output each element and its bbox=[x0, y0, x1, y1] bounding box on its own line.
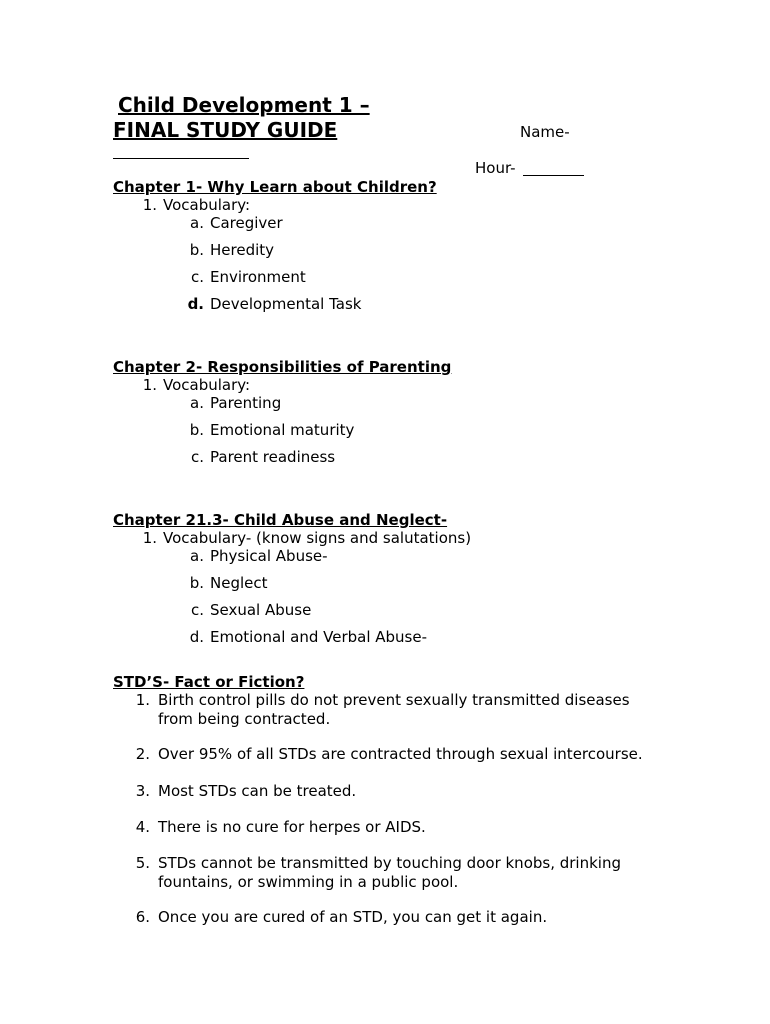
list-label: Vocabulary: bbox=[163, 196, 251, 214]
list-number: 3. bbox=[135, 782, 150, 800]
chapter-21-vocabulary-item bbox=[137, 529, 471, 547]
list-item bbox=[182, 295, 361, 313]
list-item bbox=[182, 448, 335, 466]
list-item bbox=[182, 601, 311, 619]
term: Emotional maturity bbox=[210, 421, 355, 439]
list-item bbox=[182, 394, 281, 412]
title-line-2: FINAL STUDY GUIDE bbox=[113, 118, 338, 142]
list-number: 2. bbox=[135, 745, 150, 763]
list-letter: d. bbox=[189, 628, 204, 646]
list-item bbox=[182, 268, 306, 286]
list-number: 1. bbox=[142, 376, 157, 394]
term: Parenting bbox=[210, 394, 282, 412]
list-number: 5. bbox=[135, 854, 150, 872]
list-letter: a. bbox=[190, 214, 204, 232]
chapter-1-heading: Chapter 1- Why Learn about Children? bbox=[113, 178, 437, 196]
statement-text: Over 95% of all STDs are contracted through sexual intercourse. bbox=[158, 745, 643, 763]
term: Heredity bbox=[210, 241, 275, 259]
list-item bbox=[130, 782, 150, 800]
list-letter: d. bbox=[187, 295, 204, 313]
term: Neglect bbox=[210, 574, 268, 592]
list-label: Vocabulary: bbox=[163, 376, 251, 394]
chapter-21-heading: Chapter 21.3- Child Abuse and Neglect- bbox=[113, 511, 448, 529]
list-letter: a. bbox=[190, 547, 204, 565]
list-number: 1. bbox=[142, 529, 157, 547]
statement-text: Most STDs can be treated. bbox=[158, 782, 357, 800]
list-number: 4. bbox=[135, 818, 150, 836]
list-letter: b. bbox=[189, 574, 204, 592]
list-number: 6. bbox=[135, 908, 150, 926]
list-item bbox=[130, 691, 150, 709]
list-item bbox=[182, 241, 274, 259]
term: Physical Abuse- bbox=[210, 547, 328, 565]
statement-text: STDs cannot be transmitted by touching door knobs, drinking fountains, or swimming in a public pool. bbox=[158, 854, 621, 891]
list-item bbox=[130, 745, 150, 763]
list-label: Vocabulary- (know signs and salutations) bbox=[163, 529, 472, 547]
statement-text: There is no cure for herpes or AIDS. bbox=[158, 818, 426, 836]
term: Parent readiness bbox=[210, 448, 336, 466]
term: Caregiver bbox=[210, 214, 283, 232]
list-number: 1. bbox=[142, 196, 157, 214]
term: Emotional and Verbal Abuse- bbox=[210, 628, 428, 646]
list-item bbox=[182, 574, 268, 592]
list-item bbox=[130, 908, 150, 926]
list-item bbox=[182, 214, 283, 232]
statement-text: Once you are cured of an STD, you can get it again. bbox=[158, 908, 548, 926]
list-letter: c. bbox=[190, 268, 204, 286]
term: Sexual Abuse bbox=[210, 601, 312, 619]
name-blank-line[interactable] bbox=[113, 158, 249, 159]
term: Environment bbox=[210, 268, 306, 286]
list-letter: c. bbox=[190, 601, 204, 619]
list-item bbox=[130, 854, 150, 872]
list-letter: c. bbox=[190, 448, 204, 466]
term: Developmental Task bbox=[210, 295, 362, 313]
list-letter: b. bbox=[189, 241, 204, 259]
title-line-1: Child Development 1 – bbox=[118, 93, 370, 117]
list-item bbox=[182, 421, 354, 439]
list-item bbox=[182, 547, 328, 565]
list-item bbox=[130, 818, 150, 836]
chapter-2-heading: Chapter 2- Responsibilities of Parenting bbox=[113, 358, 452, 376]
chapter-2-vocabulary-item bbox=[137, 376, 250, 394]
chapter-1-vocabulary-item bbox=[137, 196, 250, 214]
list-letter: b. bbox=[189, 421, 204, 439]
stds-heading: STD’S- Fact or Fiction? bbox=[113, 673, 305, 691]
list-number: 1. bbox=[135, 691, 150, 709]
statement-text: Birth control pills do not prevent sexually transmitted diseases from being contracted. bbox=[158, 691, 630, 728]
name-label: Name- bbox=[520, 123, 570, 141]
list-item bbox=[182, 628, 427, 646]
hour-label: Hour- bbox=[475, 159, 516, 177]
hour-blank-line[interactable] bbox=[523, 175, 584, 176]
list-letter: a. bbox=[190, 394, 204, 412]
